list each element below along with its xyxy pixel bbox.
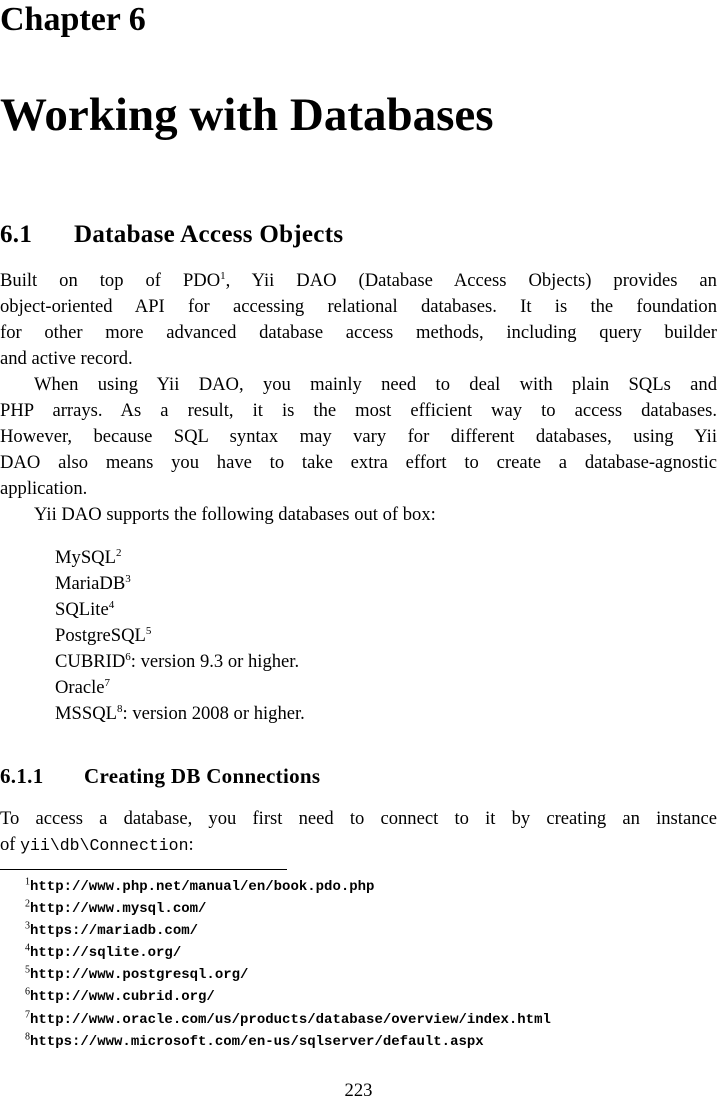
footnote	[25, 1009, 551, 1031]
intro-line-4: and active record.	[0, 348, 133, 369]
footnote-ref[interactable]: 5	[145, 624, 152, 637]
dao-paragraph	[0, 372, 717, 502]
footnote-ref[interactable]: 3	[125, 572, 131, 585]
section-heading	[0, 219, 343, 251]
footnote-ref[interactable]: 2	[115, 546, 122, 559]
intro-text: Built on top of PDO	[0, 270, 221, 291]
footnote	[25, 986, 551, 1008]
footnote-list	[25, 876, 551, 1053]
footnote	[25, 920, 551, 942]
database-name: PostgreSQL	[55, 625, 146, 646]
intro-line-1	[0, 268, 717, 294]
footnote-link[interactable]: http://www.postgresql.org/	[30, 967, 249, 984]
connect-line-1: To access a database, you first need to connect to it by creating an instance	[0, 808, 717, 829]
footnote-link[interactable]: http://www.oracle.com/us/products/database/overview/index.html	[30, 1011, 551, 1028]
footnote-mark: 2	[25, 898, 30, 910]
footnote-mark: 4	[25, 942, 30, 954]
database-name: MSSQL	[55, 703, 118, 724]
footnote-rule	[0, 869, 287, 870]
section-title: Database Access Objects	[74, 221, 344, 248]
page-number: 223	[344, 1080, 373, 1101]
list-item	[55, 545, 305, 571]
footnote-mark: 7	[25, 1008, 30, 1020]
footnote-ref[interactable]: 8	[117, 702, 123, 715]
dao-line-5: application.	[0, 478, 88, 499]
footnote-ref[interactable]: 7	[104, 676, 111, 689]
footnote-mark: 1	[25, 876, 30, 888]
list-item	[55, 675, 305, 701]
list-item	[55, 701, 305, 727]
list-item	[55, 571, 305, 597]
subsection-title: Creating DB Connections	[84, 764, 321, 788]
database-name: Oracle	[55, 677, 105, 698]
intro-line-2: object-oriented API for accessing relational databases. It is the foundation	[0, 296, 717, 317]
footnote-mark: 8	[25, 1031, 30, 1042]
footnote	[25, 1031, 551, 1053]
subsection-number: 6.1.1	[0, 764, 44, 788]
footnote-link[interactable]: http://www.mysql.com/	[30, 901, 207, 918]
footnote	[25, 964, 551, 986]
connect-line-2	[0, 832, 717, 858]
supported-line: Yii DAO supports the following databases out of box:	[34, 504, 436, 525]
database-note: : version 9.3 or higher.	[130, 651, 300, 672]
connect-text: of	[0, 834, 21, 855]
intro-text: , Yii DAO (Database Access Objects) provides an	[225, 270, 717, 291]
footnote-link[interactable]: https://www.microsoft.com/en-us/sqlserver/default.aspx	[30, 1033, 484, 1050]
subsection-heading	[0, 762, 320, 790]
footnote-mark: 5	[25, 964, 30, 976]
list-item	[55, 623, 305, 649]
list-item	[55, 597, 305, 623]
intro-line-3: for other more advanced database access methods, including query builder	[0, 322, 717, 343]
database-note: : version 2008 or higher.	[122, 703, 305, 724]
section-number: 6.1	[0, 221, 33, 248]
footnote-ref[interactable]: 6	[125, 650, 131, 663]
footnote	[25, 898, 551, 920]
footnote-link[interactable]: http://www.cubrid.org/	[30, 989, 215, 1006]
footnote-link[interactable]: https://mariadb.com/	[30, 923, 199, 940]
footnote-ref-1[interactable]: 1	[220, 269, 226, 282]
list-item	[55, 649, 305, 675]
supported-intro	[0, 502, 717, 528]
footnote-mark: 3	[25, 920, 30, 932]
footnote	[25, 876, 551, 898]
database-name: MariaDB	[55, 573, 126, 594]
connect-paragraph	[0, 806, 717, 858]
intro-paragraph	[0, 268, 717, 372]
database-name: CUBRID	[55, 651, 126, 672]
database-list	[55, 545, 305, 727]
class-name-code: yii\db\Connection	[20, 836, 189, 855]
connect-text: :	[188, 834, 194, 855]
dao-line-2: PHP arrays. As a result, it is the most efficient way to access databases.	[0, 400, 717, 421]
footnote-mark: 6	[25, 986, 30, 998]
footnote	[25, 942, 551, 964]
chapter-title: Working with Databases	[0, 89, 494, 141]
database-name: SQLite	[55, 599, 109, 620]
footnote-link[interactable]: http://www.php.net/manual/en/book.pdo.php	[30, 879, 375, 895]
dao-line-3: However, because SQL syntax may vary for different databases, using Yii	[0, 426, 717, 447]
dao-line-4: DAO also means you have to take extra effort to create a database-agnostic	[0, 452, 717, 473]
database-name: MySQL	[55, 547, 116, 568]
dao-line-1: When using Yii DAO, you mainly need to deal with plain SQLs and	[34, 374, 717, 395]
footnote-ref[interactable]: 4	[108, 598, 115, 611]
footnote-link[interactable]: http://sqlite.org/	[30, 945, 182, 962]
chapter-label: Chapter 6	[0, 1, 146, 38]
